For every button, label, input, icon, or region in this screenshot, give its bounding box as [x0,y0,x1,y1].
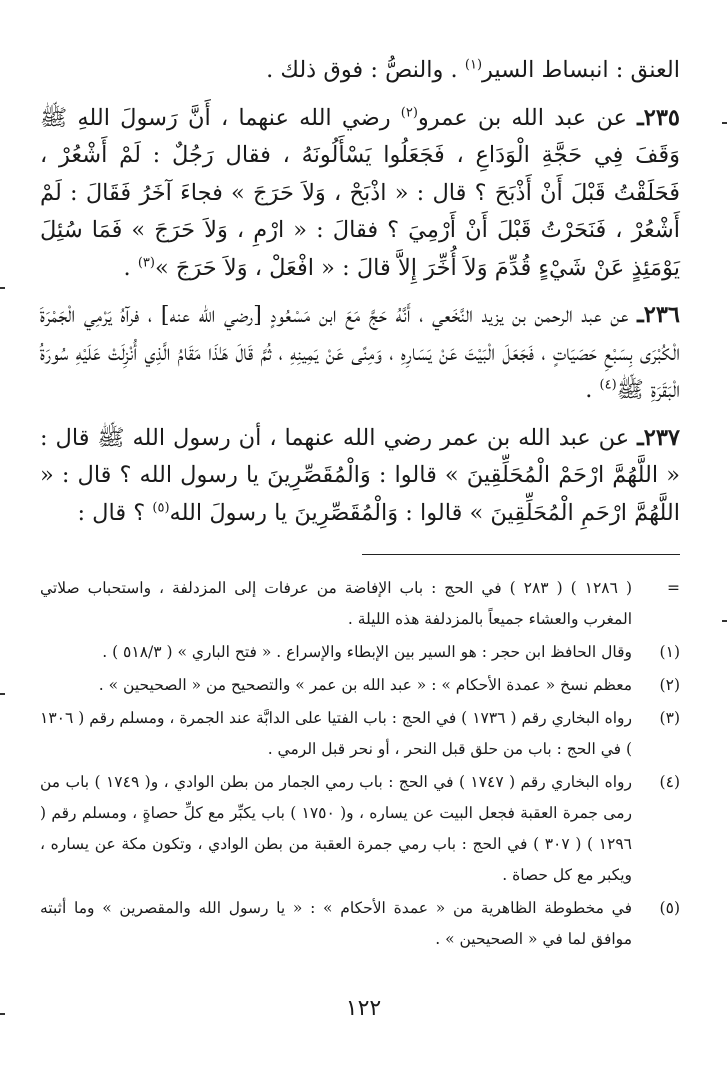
footnote-text: في مخطوطة الظاهرية من « عمدة الأحكام » : « يا رسول الله والمقصرين » وما أثبته موافق لما في « الصحيحين » . [40,899,632,948]
hadith-number: ٢٣٥ـ [637,104,680,131]
footnote-4 [40,767,680,891]
margin-tick [722,620,727,622]
footnote-continued [40,573,680,635]
footnote-1 [40,637,680,668]
footnote-marker: (٥) [659,899,680,917]
hadith-236: ٢٣٦ـ عن عبد الرحمن بن يزيد النَّخَعي ، أَنَّهُ حَجَّ مَعَ ابن مَسْعُودٍ [رضي الله عنه] ، فرآهُ يَرْمِي الْجَمْرَةَ الْكُبْرَى بِسَبْعِ حَصَيَاتٍ ، فَجَعَلَ الْبَيْتَ عَنْ يَسَارِهِ ، وَمِنًى عَنْ يَمِينِهِ ، ثُمَّ قَالَ هَـٰذَا مَقَامُ الَّذِي أُنْزِلَتْ عَلَيْهِ سُورَةُ الْبَقَرَةِ ﷺ$^{(٤)}$ . [40,302,680,403]
footnote-text: ( ١٢٨٦ ) ( ٢٨٣ ) في الحج : باب الإفاضة من عرفات إلى المزدلفة ، واستحباب صلاتي المغرب والعشاء جميعاً بالمزدلفة هذه الليلة . [40,579,632,628]
footnote-2 [40,670,680,701]
footnote-text: وقال الحافظ ابن حجر : هو السير بين الإبطاء والإسراع . « فتح الباري » ( ٥١٨/٣ ) . [102,643,632,661]
footnote-text: رواه البخاري رقم ( ١٧٣٦ ) في الحج : باب الفتيا على الدابَّة عند الجمرة ، ومسلم رقم ( ١٣٠٦ ) في الحج : باب من حلق قبل النحر ، أو نحر قبل الرمي . [40,709,632,758]
footnote-marker: (١) [659,643,680,661]
margin-tick [0,1013,5,1015]
footnote-marker: (٢) [659,676,680,694]
footnote-ref[interactable]: (٢) [400,105,418,120]
margin-tick [0,693,5,695]
footnotes-list [40,573,680,955]
footnote-ref[interactable]: (٥) [152,500,170,515]
margin-tick [722,122,727,124]
footnote-marker: = [667,579,680,597]
continued-text: العنق : انبساط السير$^{(١)}$ . والنصُّ : فوق ذلك . [266,57,680,83]
margin-tick [0,287,5,289]
footnote-3 [40,703,680,765]
hadith-number: ٢٣٧ـ [637,424,680,451]
footnote-ref[interactable]: (٣) [137,255,155,270]
page-body [40,52,680,957]
footnote-ref[interactable]: (٤) [599,377,617,393]
page-number: ١٢٢ [345,996,382,1021]
hadith-235: ٢٣٥ـ عن عبد الله بن عمرو$^{(٢)}$ رضي الله عنهما ، أَنَّ رَسولَ اللهِ ﷺ وَقَفَ فِي حَجَّةِ الْوَدَاعِ ، فَجَعَلُوا يَسْأَلُونَهُ ، فقال رَجُلٌ : لَمْ أَشْعُرْ ، فَحَلَقْتُ قَبْلَ أَنْ أَذْبَحَ ؟ قال : « اذْبَحْ ، وَلاَ حَرَجَ » فجاءَ آخَرُ فَقَالَ : لَمْ أَشْعُرْ ، فَنَحَرْتُ قَبْلَ أَنْ أَرْمِيَ ؟ فقالَ : « ارْمِ ، وَلاَ حَرَجَ » فَمَا سُئِلَ يَوْمَئِذٍ عَنْ شَيْءٍ قُدِّمَ وَلاَ أُخِّرَ إِلاَّ قالَ : « افْعَلْ ، وَلاَ حَرَجَ »$^{(٣)}$ . [40,104,680,281]
footnote-5 [40,893,680,955]
footnote-ref[interactable]: (١) [464,57,483,73]
footnote-text: معظم نسخ « عمدة الأحكام » : « عبد الله بن عمر » والتصحيح من « الصحيحين » . [98,676,632,694]
hadith-number: ٢٣٦ـ [637,302,680,328]
footnote-separator [362,554,680,555]
footnote-marker: (٣) [659,709,680,727]
hadith-237: ٢٣٧ـ عن عبد الله بن عمر رضي الله عنهما ، أن رسول الله ﷺ قال : « اللَّهُمَّ ارْحَمْ الْمُحَلِّقِينَ » قالوا : وَالْمُقَصِّرِينَ يا رسول الله ؟ قال : « اللَّهُمَّ ارْحَمِ الْمُحَلِّقِينَ » قالوا : وَالْمُقَصِّرِينَ يا رسولَ الله$^{(٥)}$ ؟ قال : [40,424,680,526]
footnote-text: رواه البخاري رقم ( ١٧٤٧ ) في الحج : باب رمي الجمار من بطن الوادي ، و( ١٧٤٩ ) باب من رمى جمرة العقبة فجعل البيت عن يساره ، و( ١٧٥٠ ) باب يكبِّر مع كلِّ حصاةٍ ، ومسلم رقم ( ١٢٩٦ ) ( ٣٠٧ ) في الحج : باب رمي جمرة العقبة من بطن الوادي ، وتكون مكة عن يساره ، ويكبر مع كل حصاة . [40,773,632,884]
footnote-marker: (٤) [659,773,680,791]
